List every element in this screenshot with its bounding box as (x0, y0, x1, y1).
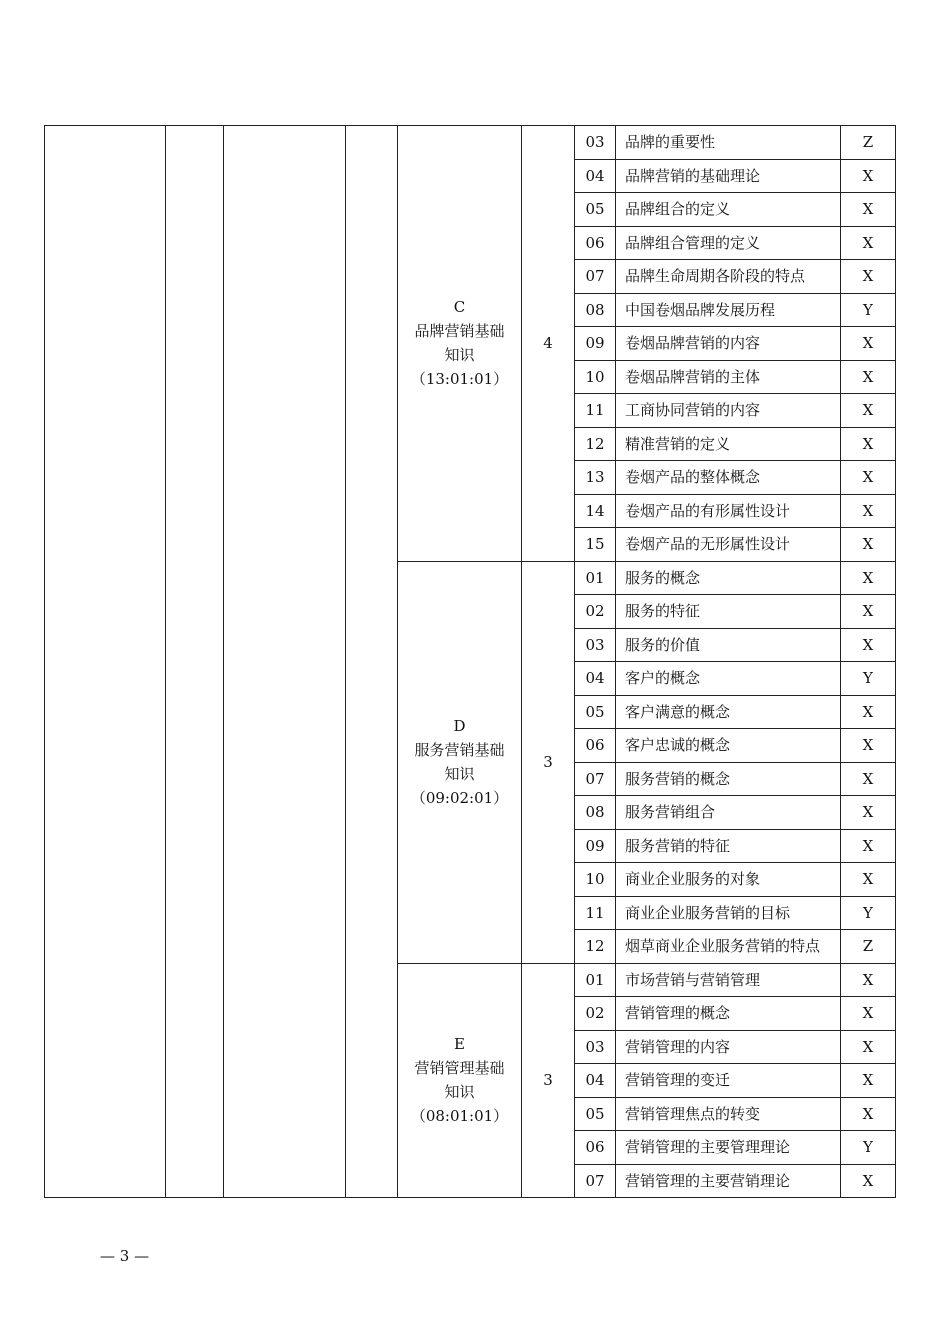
item-name: 营销管理的主要营销理论 (616, 1164, 841, 1198)
item-name: 品牌营销的基础理论 (616, 159, 841, 193)
item-level: Y (841, 1131, 896, 1165)
item-name: 服务营销组合 (616, 796, 841, 830)
item-level: X (841, 360, 896, 394)
item-level: X (841, 963, 896, 997)
item-name: 营销管理焦点的转变 (616, 1097, 841, 1131)
item-name: 商业企业服务营销的目标 (616, 896, 841, 930)
item-name: 服务的概念 (616, 561, 841, 595)
item-level: X (841, 997, 896, 1031)
item-name: 服务营销的概念 (616, 762, 841, 796)
item-code: 01 (575, 561, 616, 595)
unit-name-cell (398, 126, 522, 562)
item-code: 07 (575, 1164, 616, 1198)
item-code: 02 (575, 595, 616, 629)
empty-column-cell (224, 126, 346, 1198)
item-level: X (841, 796, 896, 830)
item-level: X (841, 762, 896, 796)
item-level: Z (841, 930, 896, 964)
item-level: Y (841, 293, 896, 327)
item-name: 品牌生命周期各阶段的特点 (616, 260, 841, 294)
unit-ratio: （09:02:01） (410, 789, 509, 807)
item-level: Y (841, 662, 896, 696)
unit-weight: 3 (522, 561, 575, 963)
item-name: 卷烟产品的有形属性设计 (616, 494, 841, 528)
unit-title-line1: 服务营销基础 (414, 741, 505, 759)
item-name: 品牌的重要性 (616, 126, 841, 160)
item-code: 12 (575, 930, 616, 964)
empty-column-cell (45, 126, 166, 1198)
item-name: 商业企业服务的对象 (616, 863, 841, 897)
item-code: 03 (575, 1030, 616, 1064)
item-code: 07 (575, 762, 616, 796)
item-code: 01 (575, 963, 616, 997)
item-name: 服务营销的特征 (616, 829, 841, 863)
item-name: 品牌组合的定义 (616, 193, 841, 227)
item-code: 05 (575, 193, 616, 227)
unit-weight: 3 (522, 963, 575, 1198)
unit-title-line1: 品牌营销基础 (414, 322, 505, 341)
item-code: 10 (575, 863, 616, 897)
item-level: X (841, 159, 896, 193)
item-code: 04 (575, 662, 616, 696)
item-level: X (841, 1030, 896, 1064)
item-code: 03 (575, 628, 616, 662)
item-name: 工商协同营销的内容 (616, 394, 841, 428)
item-name: 营销管理的内容 (616, 1030, 841, 1064)
item-code: 12 (575, 427, 616, 461)
item-code: 09 (575, 829, 616, 863)
item-level: X (841, 1097, 896, 1131)
item-level: X (841, 1164, 896, 1198)
item-name: 中国卷烟品牌发展历程 (616, 293, 841, 327)
item-level: X (841, 226, 896, 260)
item-name: 烟草商业企业服务营销的特点 (616, 930, 841, 964)
item-name: 卷烟品牌营销的内容 (616, 327, 841, 361)
item-name: 客户忠诚的概念 (616, 729, 841, 763)
item-code: 05 (575, 695, 616, 729)
item-code: 08 (575, 796, 616, 830)
item-code: 04 (575, 159, 616, 193)
item-code: 10 (575, 360, 616, 394)
item-level: Z (841, 126, 896, 160)
item-name: 服务的特征 (616, 595, 841, 629)
table-body (45, 126, 896, 1198)
item-name: 营销管理的概念 (616, 997, 841, 1031)
unit-letter: C (453, 298, 466, 317)
item-name: 品牌组合管理的定义 (616, 226, 841, 260)
item-name: 客户满意的概念 (616, 695, 841, 729)
item-name: 营销管理的主要管理理论 (616, 1131, 841, 1165)
item-code: 11 (575, 394, 616, 428)
unit-title-line2: 知识 (444, 1083, 475, 1102)
item-name: 卷烟产品的整体概念 (616, 461, 841, 495)
item-level: X (841, 1064, 896, 1098)
empty-column-cell (346, 126, 398, 1198)
unit-ratio: （08:01:01） (410, 1107, 509, 1126)
item-level: X (841, 327, 896, 361)
item-code: 08 (575, 293, 616, 327)
item-code: 06 (575, 226, 616, 260)
item-code: 05 (575, 1097, 616, 1131)
item-level: X (841, 628, 896, 662)
item-level: X (841, 695, 896, 729)
item-level: X (841, 561, 896, 595)
item-code: 06 (575, 1131, 616, 1165)
unit-title-line2: 知识 (444, 765, 475, 783)
item-code: 03 (575, 126, 616, 160)
item-code: 09 (575, 327, 616, 361)
item-level: X (841, 595, 896, 629)
unit-weight: 4 (522, 126, 575, 562)
item-name: 客户的概念 (616, 662, 841, 696)
item-code: 04 (575, 1064, 616, 1098)
item-code: 13 (575, 461, 616, 495)
item-level: X (841, 829, 896, 863)
item-level: X (841, 260, 896, 294)
item-code: 02 (575, 997, 616, 1031)
item-name: 营销管理的变迁 (616, 1064, 841, 1098)
unit-letter: D (453, 717, 466, 735)
item-code: 07 (575, 260, 616, 294)
unit-letter: E (454, 1035, 465, 1054)
item-name: 服务的价值 (616, 628, 841, 662)
item-code: 15 (575, 528, 616, 562)
item-code: 14 (575, 494, 616, 528)
item-level: X (841, 193, 896, 227)
item-level: X (841, 394, 896, 428)
unit-ratio: （13:01:01） (410, 370, 509, 389)
item-name: 卷烟品牌营销的主体 (616, 360, 841, 394)
page-number: — 3 — (100, 1247, 150, 1265)
table-row (45, 126, 896, 160)
unit-title-line2: 知识 (444, 346, 475, 365)
knowledge-table (44, 125, 896, 1198)
item-name: 卷烟产品的无形属性设计 (616, 528, 841, 562)
item-level: X (841, 427, 896, 461)
item-level: X (841, 863, 896, 897)
item-name: 精准营销的定义 (616, 427, 841, 461)
item-level: X (841, 528, 896, 562)
item-level: Y (841, 896, 896, 930)
unit-name-cell (398, 963, 522, 1198)
item-level: X (841, 461, 896, 495)
unit-title-line1: 营销管理基础 (414, 1059, 505, 1078)
item-code: 06 (575, 729, 616, 763)
item-level: X (841, 729, 896, 763)
item-level: X (841, 494, 896, 528)
empty-column-cell (166, 126, 224, 1198)
item-name: 市场营销与营销管理 (616, 963, 841, 997)
unit-name-cell (398, 561, 522, 963)
item-code: 11 (575, 896, 616, 930)
